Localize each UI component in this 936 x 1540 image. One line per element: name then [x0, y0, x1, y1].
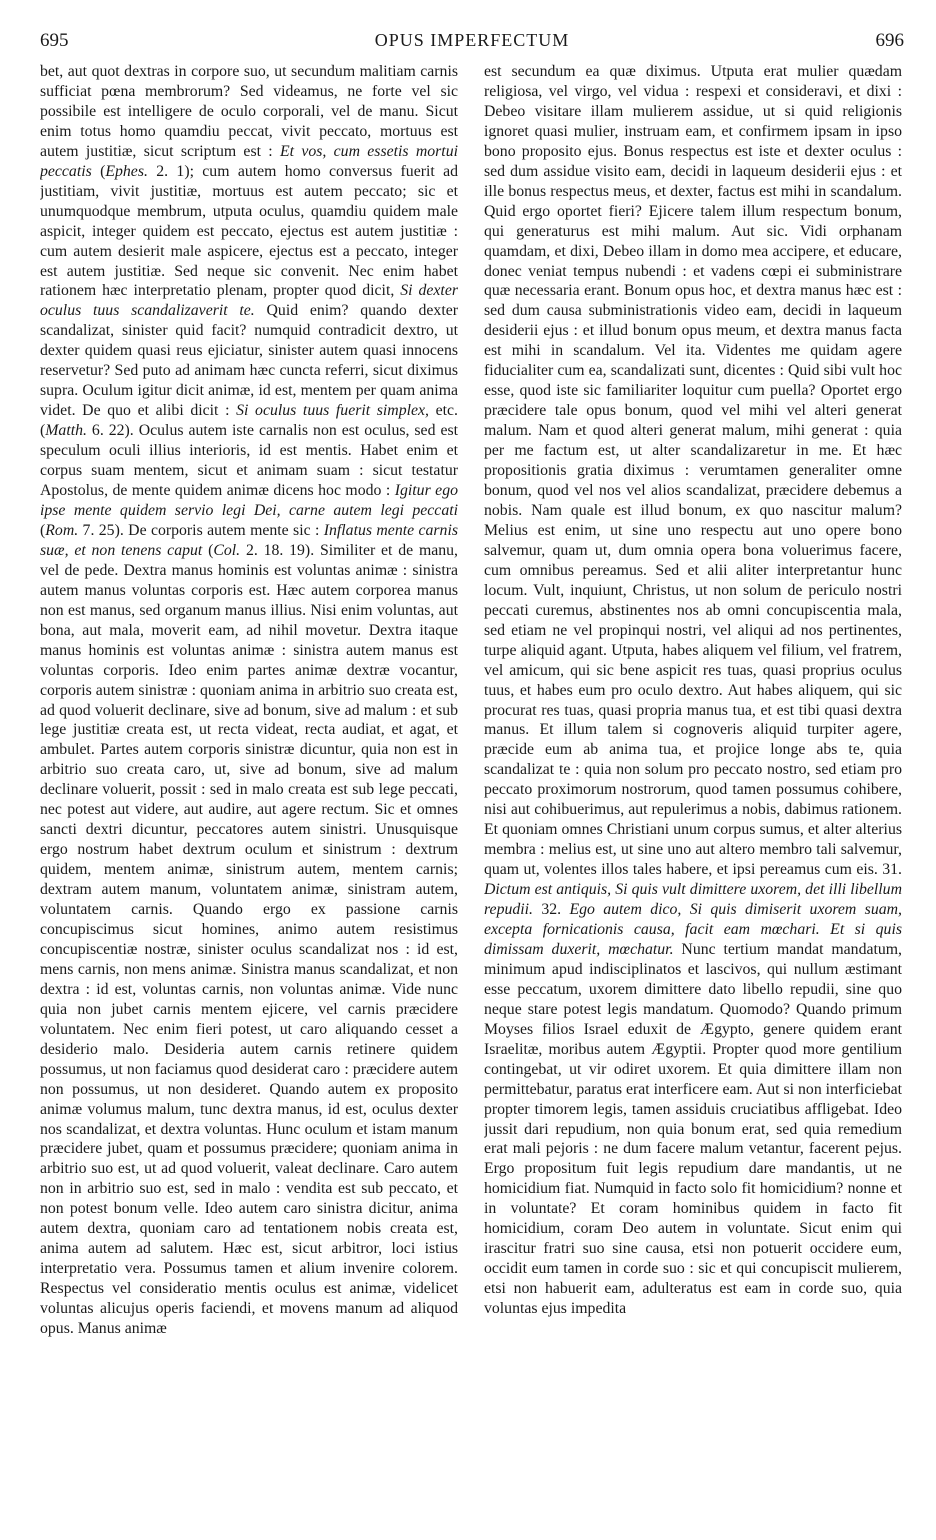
column-text [40, 62, 458, 1339]
text-run: 2. 1); cum autem homo conversus fuerit ad justitiam, vivit justitiæ, mortuus est autem peccato; sic et unumquodque membrum, utputa oculus, quamdiu quidem male aspicit, integer quidem est peccato, ejectus est autem justitiæ : cum autem desierit male aspicere, ejectus est a peccato, integer est autem justitiæ. Sed neque sic convenit. Nec enim habet rationem hæc interpretatio plenam, propter quod dicit, [40, 162, 458, 300]
text-run: 2. 18. 19). Similiter et de manu, vel de pede. Dextra manus hominis est voluntas animæ : sinistra autem manus voluntas corporis est. Hæc autem corporea manus non est manus, sed organum manus illius. Nisi enim voluntas, aut bona, aut mala, moverit eam, ad nihil movetur. Dextra itaque manus hominis est voluntas animæ : sinistra autem manus est voluntas corporis. Ideo enim partes animæ dextræ vocantur, corporis autem sinistræ : quoniam anima in arbitrio suo creata est, ad quod voluerit declinare, sive ad bonum, sive ad malum : et sub lege justitiæ creata est, ut recta videat, recta audiat, et agat, et ambulet. Partes autem corporis sinistræ dicuntur, quia non est in arbitrio suo creata caro, ut, sive ad bonum, sive ad malum declinare voluerit, possit : sed in malo creata est sub lege peccati, nec potest aut videre, aut audire, aut agere rectum. Sic et omnes sancti dextri dicuntur, peccatores autem sinistri. Unusquisque ergo nostrum habet dextrum oculum et sinistrum : dextrum quidem, mentem animæ, sinistrum autem, mentem carnis; dextram autem manum, voluntatem animæ, sinistram autem, voluntatem carnis. Quando ergo ex passione carnis concupiscimus sicut homines, animo autem resistimus concupiscentiæ nostræ, sinister oculus scandalizat nos : id est, mens carnis, non mens animæ. Sinistra manus scandalizat, et non dextra : id est, voluntas carnis, non voluntas animæ. Vide nunc quia non jubet carnis mentem ejicere, vel carnis præcidere voluntatem. Nec enim fieri potest, ut caro aliquando cesset a desiderio malo. Desideria autem carnis retinere quidem possumus, ut non faciamus quod desiderat caro : præcidere autem non possumus, ut non desideret. Quando autem ex proposito animæ volumus malum, tunc dextra manus, id est, oculus dexter nos scandalizat, et dextra voluntas. Hunc oculum et istam manum præcidere jubet, quam et possumus præcidere; quoniam anima in arbitrio suo est, ut ad quod voluerit, valeat declinare. Caro autem non in arbitrio suo est, sed in malo : vendita est sub peccato, et non potest bonum velle. Ideo autem caro sinistra dicitur, anima autem dextra, quoniam caro ad tentationem nobis creata est, anima autem ad salutem. Hæc est, sicut arbitror, loci istius interpretatio vera. Possumus tamen et alium invenire colorem. Respectus vel consideratio mentis oculus est animæ, videlicet voluntas alicujus operis faciendi, et movens manum ad aliquod opus. Manus animæ [40, 541, 458, 1338]
text-run: est secundum ea quæ diximus. Utputa erat mulier quædam religiosa, vel virgo, vel vidua : respexi et consideravi, et dixi : Debeo visitare illam mulierem assidue, ut si quid religionis ignoret quasi mulier, instruam eam, et confirmem ipsam in ipso bono proposito ejus. Bonus respectus est iste et dexter oculus : sed dum assidue visito eam, decidi in laqueum desiderii ejus : et ille bonus respectus meus, et dexter, factus est mihi in scandalum. Quid ergo oportet fieri? Ejicere talem illum respectum bonum, qui generaturus est mihi malum. Aut sic. Vidi orphanam quamdam, et dixi, Debeo illam in domo mea accipere, et educare, donec veniat tempus nubendi : et vadens cœpi ei subministrare quæ necessaria erant. Bonum opus hoc, et dextra manus hæc est : sed dum causa subministrationis video eam, decidi in laqueum desiderii ejus : et illud bonum opus meum, et dextra manus facta est mihi in scandalum. Vel ita. Videntes me quidam agere fiducialiter cum ea, scandalizati sunt, dicentes : Quid sibi vult hoc esse, quod iste sic familiariter loquitur cum puella? Oportet ergo præcidere tale opus bonum, quod vel mihi vel alteri generat malum. Nam et quod alteri generat malum, mihi generat : quia per me factum est, ut alter scandalizaretur in me. Et hæc propositionis gratia diximus : verumtamen generaliter omne bonum, quod vel nos vel alios scandalizat, præcidere debemus a nobis. Nam quale est illud bonum, ex quo nascitur malum? Melius est enim, ut sine uno respectu aut uno opere bono salvemur, quam ut, dum omnia opera bona voluerimus facere, cum omnibus pereamus. Sed et alii aliter interpretantur hunc locum. Vult, inquiunt, Christus, ut non solum de periculo nostri peccati curemus, abstinentes nos ab omni concupiscentia mala, sed etiam ne vel propinqui nostri, vel aliqui ad nos pertinentes, turpe aliquid agant. Utputa, habes aliquem vel filium, vel fratrem, vel amicum, qui sic bene aspicit res tuas, quasi proprius oculus tuus, et habes eum pro oculo dextro. Aut habes aliquem, qui sic procurat res tuas, quasi propria manus tua, et est tibi quasi dextra manus. Et illum talem si cognoveris aliquid turpiter agere, præcide eum ab anima tua, et projice longe abs te, quia scandalizat te : quia non solum pro peccato nostro, sed etiam pro peccato proximorum nostrorum, quod tamen possumus cohibere, nisi aut cohibuerimus, aut repulerimus a nobis, dabimus rationem. Et quoniam omnes Christiani unum corpus sumus, et alter alterius membra : melius est, ut sine uno aut altero membro tali salvemur, quam ut, volentes illos tales habere, et ipsi pereamus cum eis. 31. [484, 63, 902, 879]
italic-quotation: Et vos, cum essetis mortui peccatis [40, 142, 458, 180]
text-run: ( [40, 521, 46, 539]
italic-quotation: Col. [213, 541, 241, 559]
text-run: ( [202, 541, 214, 559]
text-run: Quid enim? quando dexter scandalizat, sinister quid facit? numquid contradicit dextro, ut dexter quidem quasi reus ejiciatur, sinister autem quasi innocens reservetur? Sed puto ad animam hæc cuncta referri, sicut diximus supra. Oculum igitur dicit animæ, id est, mentem per quam anima videt. De quo et alibi dicit : [40, 302, 458, 420]
text-run: 6. 22). Oculus autem iste carnalis non est oculus, sed est speculum oculi illius interioris, id est mentis. Habet enim et corpus suam mentem, sicut et animam suam : sicut testatur Apostolus, de mente quidem animæ dicens hoc modo : [40, 422, 458, 500]
text-run: ( [91, 162, 106, 180]
italic-quotation: Si dexter oculus tuus scandalizaverit te. [40, 282, 458, 320]
page-number-left: 695 [40, 30, 69, 51]
page-header [40, 30, 904, 56]
text-run: 7. 25). De corporis autem mente sic : [78, 521, 324, 539]
italic-quotation: Matth. [45, 422, 87, 440]
text-run: etc. ( [40, 402, 458, 440]
italic-quotation: Ephes. [105, 162, 148, 180]
italic-quotation: Si oculus tuus fuerit simplex, [236, 402, 429, 420]
running-title: OPUS IMPERFECTUM [374, 30, 570, 50]
text-run: Nunc tertium mandat mandatum, minimum apud indisciplinatos et lascivos, qui nullum æstimant esse peccatum, uxorem dimittere dato libello repudii, sine quo neque stare potest legis mandatum. Quomodo? Quando primum Moyses filios Israel eduxit de Ægypto, genere quidem erant Israelitæ, moribus autem Ægyptii. Propter quod more gentilium contingebat, ut vir odiret uxorem. Et quia dimittere illam non permittebatur, paratus erat interficere eam. Aut si non interficiebat propter timorem legis, tamen assiduis cruciatibus affligebat. Ideo jussit dari repudium, non quia bonum erat, sed quia remedium erat mali pejoris : ne dum facere malum vetantur, facerent pejus. Ergo propositum fuit legis repudium dare mandantis, ut ne homicidium fiat. Numquid in facto solo fit homicidium? nonne et in voluntate? Et coram hominibus quidem in facto fit homicidium, coram Deo autem in voluntate. Sicut enim qui irascitur fratri suo sine causa, etsi non potuerit occidere eum, occidit eum tamen in corde suo : sic et qui concupiscit mulierem, etsi non habuerit eam, adulteratus est eam in corde suo, quia voluntas ejus impedita [484, 940, 902, 1318]
text-column-left [40, 62, 458, 1530]
text-run: 32. [533, 901, 570, 919]
text-run: bet, aut quot dextras in corpore suo, ut secundum malitiam carnis sufficiat pœna membrorum? Sed videamus, ne forte vel sic possibile est intelligere de oculo corporali, vel de manu. Sicut enim totus homo quamdiu peccat, vivit peccato, mortuus est autem justitiæ, sicut scriptum est : [40, 63, 458, 160]
italic-quotation: Igitur ego ipse mente quidem servio legi Dei, carne autem legi peccati [40, 482, 458, 519]
column-text [484, 62, 902, 1319]
italic-quotation: Rom. [45, 521, 79, 539]
page-number-right: 696 [875, 30, 904, 51]
italic-quotation: Ego autem dico, Si quis dimiserit uxorem suam, excepta fornicationis causa, facit eam mœchari. Et si quis dimissam duxerit, mœchatur. [484, 901, 902, 958]
italic-quotation: Inflatus mente carnis suæ, et non tenens caput [40, 521, 458, 559]
text-column-right [484, 62, 902, 1530]
italic-quotation: Dictum est antiquis, Si quis vult dimittere uxorem, det illi libellum repudii. [484, 881, 902, 919]
